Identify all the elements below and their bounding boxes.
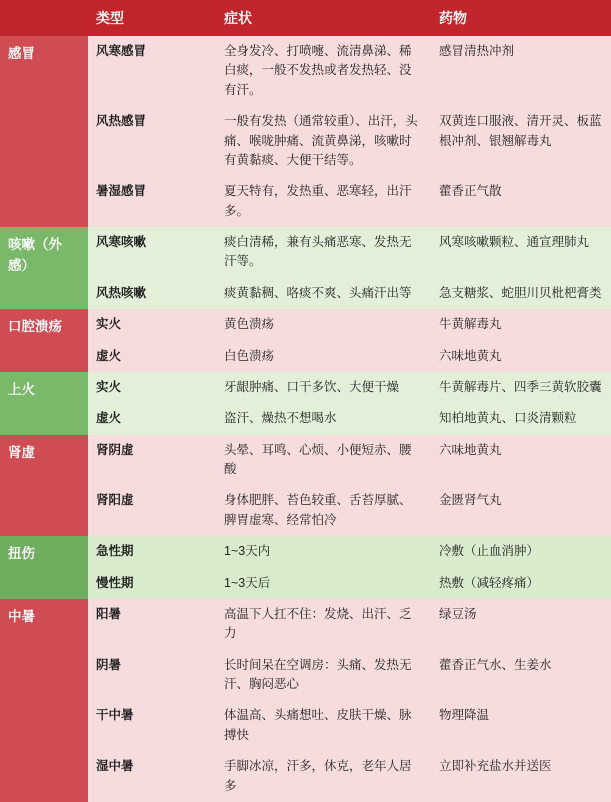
table-row <box>0 176 611 227</box>
type-cell: 风寒咳嗽 <box>88 227 216 278</box>
category-cell: 咳嗽（外感） <box>0 227 88 309</box>
medicine-cell: 物理降温 <box>431 700 611 751</box>
symptom-cell: 体温高、头痛想吐、皮肤干燥、脉搏快 <box>216 700 431 751</box>
table-row <box>0 106 611 176</box>
table-row <box>0 650 611 701</box>
symptom-cell: 痰白清稀，兼有头痛恶寒、发热无汗等。 <box>216 227 431 278</box>
type-cell: 实火 <box>88 372 216 403</box>
medicine-cell: 热敷（减轻疼痛） <box>431 568 611 599</box>
medicine-cell: 知柏地黄丸、口炎清颗粒 <box>431 403 611 434</box>
type-cell: 干中暑 <box>88 700 216 751</box>
type-cell: 慢性期 <box>88 568 216 599</box>
symptom-cell: 全身发冷、打喷嚏、流清鼻涕、稀白痰，一般不发热或者发热轻、没有汗。 <box>216 36 431 106</box>
table-row <box>0 309 611 340</box>
category-cell: 肾虚 <box>0 435 88 537</box>
table-row <box>0 278 611 309</box>
symptom-cell: 1~3天内 <box>216 536 431 567</box>
table-row <box>0 700 611 751</box>
symptom-cell: 痰黄黏稠、咯痰不爽、头痛汗出等 <box>216 278 431 309</box>
medicine-cell: 立即补充盐水并送医 <box>431 751 611 802</box>
type-cell: 风热咳嗽 <box>88 278 216 309</box>
symptom-cell: 身体肥胖、苔色较重、舌苔厚腻、脾胃虚寒、经常怕冷 <box>216 485 431 536</box>
header-blank <box>0 0 88 36</box>
type-cell: 虚火 <box>88 403 216 434</box>
category-cell: 中暑 <box>0 599 88 802</box>
table-body <box>0 36 611 802</box>
symptom-cell: 手脚冰凉，汗多，休克，老年人居多 <box>216 751 431 802</box>
table-row <box>0 599 611 650</box>
symptom-cell: 黄色溃疡 <box>216 309 431 340</box>
category-cell: 感冒 <box>0 36 88 227</box>
table-header <box>0 0 611 36</box>
symptom-cell: 1~3天后 <box>216 568 431 599</box>
type-cell: 阴暑 <box>88 650 216 701</box>
symptom-cell: 头晕、耳鸣、心烦、小便短赤、腰酸 <box>216 435 431 486</box>
symptom-cell: 牙龈肿痛、口干多饮、大便干燥 <box>216 372 431 403</box>
medicine-cell: 感冒清热冲剂 <box>431 36 611 106</box>
symptom-cell: 白色溃疡 <box>216 341 431 372</box>
medicine-cell: 牛黄解毒片、四季三黄软胶囊 <box>431 372 611 403</box>
medicine-cell: 绿豆汤 <box>431 599 611 650</box>
type-cell: 肾阴虚 <box>88 435 216 486</box>
table-row <box>0 403 611 434</box>
type-cell: 暑湿感冒 <box>88 176 216 227</box>
medicine-cell: 藿香正气水、生姜水 <box>431 650 611 701</box>
type-cell: 急性期 <box>88 536 216 567</box>
medicine-cell: 牛黄解毒丸 <box>431 309 611 340</box>
medicine-cell: 风寒咳嗽颗粒、通宣理肺丸 <box>431 227 611 278</box>
type-cell: 风寒感冒 <box>88 36 216 106</box>
table-row <box>0 341 611 372</box>
type-cell: 虚火 <box>88 341 216 372</box>
table-row <box>0 372 611 403</box>
category-cell: 口腔溃疡 <box>0 309 88 372</box>
medicine-cell: 金匮肾气丸 <box>431 485 611 536</box>
type-cell: 肾阳虚 <box>88 485 216 536</box>
header-medicine: 药物 <box>431 0 611 36</box>
symptom-cell: 盗汗、燥热不想喝水 <box>216 403 431 434</box>
type-cell: 风热感冒 <box>88 106 216 176</box>
medicine-cell: 藿香正气散 <box>431 176 611 227</box>
table-row <box>0 485 611 536</box>
symptom-cell: 长时间呆在空调房：头痛、发热无汗、胸闷恶心 <box>216 650 431 701</box>
table-row <box>0 568 611 599</box>
type-cell: 实火 <box>88 309 216 340</box>
table-row <box>0 435 611 486</box>
symptom-cell: 高温下人扛不住：发烧、出汗、乏力 <box>216 599 431 650</box>
medicine-cell: 六味地黄丸 <box>431 341 611 372</box>
type-cell: 湿中暑 <box>88 751 216 802</box>
category-cell: 上火 <box>0 372 88 435</box>
medicine-cell: 双黄连口服液、清开灵、板蓝根冲剂、银翘解毒丸 <box>431 106 611 176</box>
table-row <box>0 751 611 802</box>
symptom-cell: 一般有发热（通常较重）、出汗，头痛、喉咙肿痛、流黄鼻涕，咳嗽时有黄黏痰、大便干结等。 <box>216 106 431 176</box>
header-symptom: 症状 <box>216 0 431 36</box>
table-header-row <box>0 0 611 36</box>
table-row <box>0 536 611 567</box>
table-row <box>0 227 611 278</box>
type-cell: 阳暑 <box>88 599 216 650</box>
header-type: 类型 <box>88 0 216 36</box>
table-row <box>0 36 611 106</box>
symptom-cell: 夏天特有，发热重、恶寒轻，出汗多。 <box>216 176 431 227</box>
medicine-cell: 冷敷（止血消肿） <box>431 536 611 567</box>
medicine-cell: 六味地黄丸 <box>431 435 611 486</box>
medicine-cell: 急支糖浆、蛇胆川贝枇杷膏类 <box>431 278 611 309</box>
category-cell: 扭伤 <box>0 536 88 599</box>
